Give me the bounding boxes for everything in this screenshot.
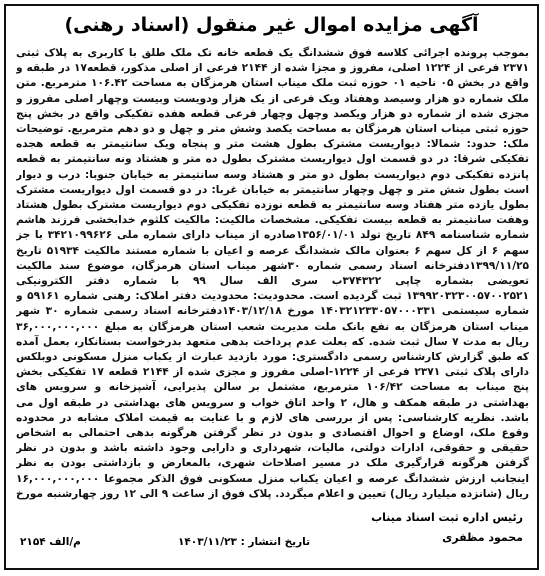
notice-footer (16, 506, 529, 566)
notice-frame (4, 4, 539, 570)
signature-office: رئیس اداره ثبت اسناد میناب (371, 511, 523, 524)
publish-date: تاریخ انتشار : ۱۴۰۳/۱۱/۲۳ (177, 536, 311, 548)
notice-body: بموجب پرونده اجرائی کلاسه فوق ششدانگ یک قطعه خانه تک ملک طلق با کاربری به پلاک ثبتی ۲۳۷۱ فرعی از ۱۲۲۴ اصلی، مفروز و مجزا شده از ۲۱۴۴ فرعی از اصلی مذکور، قطعه۱۷ در طبقه و واقع در بخش ۰۵ ناحیه ۰۱ حوزه ثبت ملک میناب استان هرمزگان به مساحت ۱۰۶.۴۲ مترمربع. متن ملک شماره دو هزار وسیصد وهفتاد ویک فرعی از یک هزار ودویست وبیست وچهار اصلی مفروز و مجزی شده از شماره دو هزار ویکصد وچهل وچهار فرعی قطعه هفده تفکیکی واقع در بخش پنج حوزه ثبتی میناب استان هرمزگان به مساحت یکصد وشش متر و چهل و دو دهم مترمربع. توضیحات ملک: حدود: شمالا: دیواریست مشترک بطول هشت متر و پنجاه ویک سانتیمتر به قطعه هجده تفکیکی شرقا: در دو قسمت اول دیواریست مشترک بطول ده متر و هشتاد ونه سانتیمتر به قطعه پانزده تفکیکی دوم دیواریست بطول دو متر و هشتاد وسه سانتیمتر به خیابان جنوبا: درب و دیوار است بطول شش متر و چهل وچهار سانتیمتر به خیابان غربا: در دو قسمت اول دیواریست مشترک بطول یازده متر هفتاد وسه سانتیمتر به قطعه نوزده تفکیکی دوم دیواریست مشترک بطول هشتاد وهفت سانتیمتر به قطعه بیست تفکیکی. مشخصات مالکیت: مالکیت کلثوم خدابخشی فرزند هاشم شماره شناسنامه ۸۴۹ تاریخ تولد ۱۳۵۶/۰۱/۰۱صادره از میناب دارای شماره ملی ۳۴۲۱۰۹۹۶۲۶ با جز سهم ۶ از کل سهم ۶ بعنوان مالک ششدانگ عرصه و اعیان با شماره مستند مالکیت ۵۱۹۳۴ تاریخ ۱۳۹۹/۱۱/۲۵دفترخانه اسناد رسمی شماره ۳۰شهر میناب استان هرمزگان، موضوع سند مالکیت تعویضی بشماره چاپی ۳۷۴۳۲۲ب سری الف سال ۹۹ با شماره دفتر الکترونیکی ۱۳۹۹۲۰۳۲۳۰۰۵۷۰۰۲۵۲۱ ثبت گردیده است. محدودیت: محدودیت دفتر املاک: رهنی شماره ۵۹۱۶۱ و شماره سیستمی ۱۴۰۳۲۱۲۳۳۰۵۷۰۰۰۳۳۱ مورخ ۱۴۰۳/۱۲/۱۸دفترخانه اسناد رسمی شماره ۳۰ شهر میناب استان هرمزگان به نفع بانک ملت مدیریت شعب استان هرمزگان به مبلغ ۳۶,۰۰۰,۰۰۰,۰۰۰ ریال به مدت ۷ سال ثبت شده. که بعلت عدم پرداخت بدهی متعهد بدرخواست بستانکار، بعمل آمده که طبق گزارش کارشناس رسمی دادگستری: مورد بازدید عبارت از یکباب منزل مسکونی دوبلکس دارای پلاک ثبتی ۲۳۷۱ فرعی از ۱۲۲۴-اصلی مفروز و مجزی شده از ۲۱۴۴ قطعه ۱۷ تفکیکی بخش پنج میناب به مساحت ۱۰۶/۴۲ مترمربع، مشتمل بر سالن پذیرایی، آشپزخانه و سرویس های بهداشتی در طبقه همکف و هال، ۲ واحد اتاق خواب و سرویس های بهداشتی در طبقه اول می باشد. نظریه کارشناسی: پس از بررسی های لازم و با عنایت به قیمت املاک مشابه در محدوده وقوع ملک، اوضاع و احوال اقتصادی و بدون در نظر گرفتن هرگونه بدهی احتمالی به اشخاص حقیقی و حقوقی، ادارات دولتی، مالیات، شهرداری و دارایی وجود داشته باشد و بدون در نظر گرفتن هرگونه قرارگیری ملک در مسیر اصلاحات شهری، بالمعارض و بازداشتی بودن به نظر اینجانب ارزش ششدانگ عرصه و اعیان یکباب منزل مسکونی فوق الذکر مجموعا ۱۶,۰۰۰,۰۰۰,۰۰۰ ریال (شانزده میلیارد ریال) تعیین و اعلام میگردد. پلاک فوق از ساعت ۹ الی ۱۲ روز چهارشنبه مورخ (16, 47, 529, 500)
notice-title: آگهی مزایده اموال غیر منقول (اسناد رهنی) (64, 14, 479, 36)
notice-code: م/الف ۲۱۵۴ (20, 536, 81, 548)
signature-name: محمود مظفری (442, 531, 523, 544)
signature-block (323, 508, 523, 548)
